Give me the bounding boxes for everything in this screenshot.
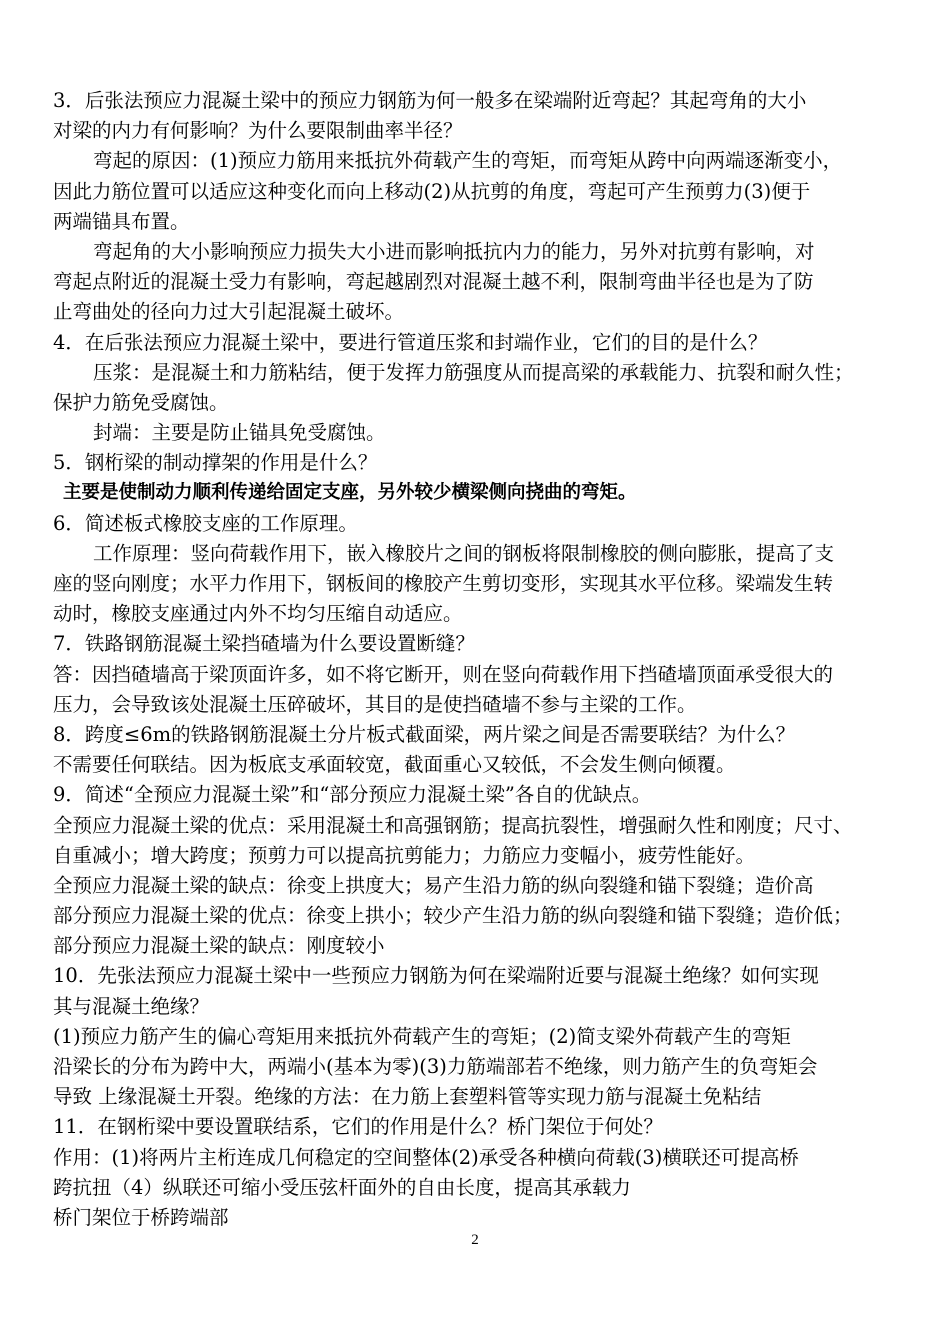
answer-9-full-advantages-line-1: 全预应力混凝土梁的优点：采用混凝土和高强钢筋；提高抗裂性，增强耐久性和刚度；尺寸、 — [53, 813, 853, 837]
answer-4-grouting-line-2: 保护力筋免受腐蚀。 — [53, 390, 229, 414]
answer-11-line-2: 跨抗扭（4）纵联还可缩小受压弦杆面外的自由长度，提高其承载力 — [53, 1175, 631, 1199]
answer-10-line-2: 沿梁长的分布为跨中大，两端小(基本为零)(3)力筋端部若不绝缘，则力筋产生的负弯矩会 — [53, 1055, 818, 1078]
answer-10-line-3: 导致 上缘混凝土开裂。绝缘的方法：在力筋上套塑料管等实现力筋与混凝土免粘结 — [53, 1085, 762, 1109]
question-3-line-1: 3．后张法预应力混凝土梁中的预应力钢筋为何一般多在梁端附近弯起？其起弯角的大小 — [53, 89, 807, 112]
answer-9-full-disadvantages: 全预应力混凝土梁的缺点：徐变上拱度大；易产生沿力筋的纵向裂缝和锚下裂缝；造价高 — [53, 873, 814, 897]
answer-6-line-2: 座的竖向刚度；水平力作用下，钢板间的橡胶产生剪切变形，实现其水平位移。梁端发生转 — [53, 572, 834, 595]
answer-5: 主要是使制动力顺利传递给固定支座，另外较少横梁侧向挠曲的弯矩。 — [63, 482, 637, 504]
answer-9-full-advantages-line-2: 自重减小；增大跨度；预剪力可以提高抗剪能力；力筋应力变幅小，疲劳性能好。 — [53, 843, 756, 867]
answer-3-paragraph-1-line-3: 两端锚具布置。 — [53, 209, 190, 233]
answer-4-sealing: 封端：主要是防止锚具免受腐蚀。 — [93, 421, 386, 445]
question-3-line-2: 对梁的内力有何影响？为什么要限制曲率半径？ — [53, 119, 463, 143]
document-body — [53, 86, 905, 1233]
answer-3-paragraph-2-line-1: 弯起角的大小影响预应力损失大小进而影响抵抗内力的能力，另外对抗剪有影响，对 — [93, 239, 815, 263]
question-10-line-2: 其与混凝土绝缘？ — [53, 994, 210, 1018]
answer-6-line-1: 工作原理：竖向荷载作用下，嵌入橡胶片之间的钢板将限制橡胶的侧向膨胀，提高了支 — [93, 541, 835, 565]
question-5: 5．钢桁梁的制动撑架的作用是什么？ — [53, 451, 378, 475]
question-10-line-1: 10．先张法预应力混凝土梁中一些预应力钢筋为何在梁端附近要与混凝土绝缘？如何实现 — [53, 964, 819, 988]
answer-10-line-1: (1)预应力筋产生的偏心弯矩用来抵抗外荷载产生的弯矩；(2)简支梁外荷载产生的弯矩 — [53, 1024, 791, 1048]
question-8: 8．跨度≤6m的铁路钢筋混凝土分片板式截面梁，两片梁之间是否需要联结？为什么？ — [53, 722, 796, 746]
question-4: 4．在后张法预应力混凝土梁中，要进行管道压浆和封端作业，它们的目的是什么？ — [53, 330, 768, 354]
question-11: 11．在钢桁梁中要设置联结系，它们的作用是什么？桥门架位于何处？ — [53, 1115, 663, 1139]
answer-3-paragraph-2-line-3: 止弯曲处的径向力过大引起混凝土破坏。 — [53, 300, 405, 324]
answer-4-grouting-line-1: 压浆：是混凝土和力筋粘结，便于发挥力筋强度从而提高梁的承载能力、抗裂和耐久性； — [93, 360, 854, 384]
answer-7-line-2: 压力，会导致该处混凝土压碎破坏，其目的是使挡碴墙不参与主梁的工作。 — [53, 692, 697, 716]
question-7: 7．铁路钢筋混凝土梁挡碴墙为什么要设置断缝？ — [53, 632, 475, 656]
page-number: 2 — [471, 1232, 479, 1248]
answer-11-line-1: 作用：(1)将两片主桁连成几何稳定的空间整体(2)承受各种横向荷载(3)横联还可提高桥 — [53, 1145, 799, 1169]
answer-9-partial-advantages: 部分预应力混凝土梁的优点：徐变上拱小；较少产生沿力筋的纵向裂缝和锚下裂缝；造价低； — [53, 904, 853, 928]
answer-8: 不需要任何联结。因为板底支承面较宽，截面重心又较低，不会发生侧向倾覆。 — [53, 753, 736, 777]
answer-3-paragraph-1-line-2: 因此力筋位置可以适应这种变化而向上移动(2)从抗剪的角度，弯起可产生预剪力(3)便于 — [53, 179, 811, 203]
answer-3-paragraph-2-line-2: 弯起点附近的混凝土受力有影响，弯起越剧烈对混凝土越不利，限制弯曲半径也是为了防 — [53, 270, 814, 294]
answer-3-paragraph-1-line-1: 弯起的原因：(1)预应力筋用来抵抗外荷载产生的弯矩，而弯矩从跨中向两端逐渐变小， — [93, 149, 843, 173]
answer-11-portal-frame: 桥门架位于桥跨端部 — [53, 1205, 229, 1229]
question-6: 6．简述板式橡胶支座的工作原理。 — [53, 511, 358, 535]
answer-6-line-3: 动时，橡胶支座通过内外不均匀压缩自动适应。 — [53, 602, 463, 626]
answer-9-partial-disadvantages: 部分预应力混凝土梁的缺点：刚度较小 — [53, 934, 385, 958]
answer-7-line-1: 答：因挡碴墙高于梁顶面许多，如不将它断开，则在竖向荷载作用下挡碴墙顶面承受很大的 — [53, 662, 834, 686]
question-9: 9．简述“全预应力混凝土梁”和“部分预应力混凝土梁”各自的优缺点。 — [53, 783, 652, 807]
